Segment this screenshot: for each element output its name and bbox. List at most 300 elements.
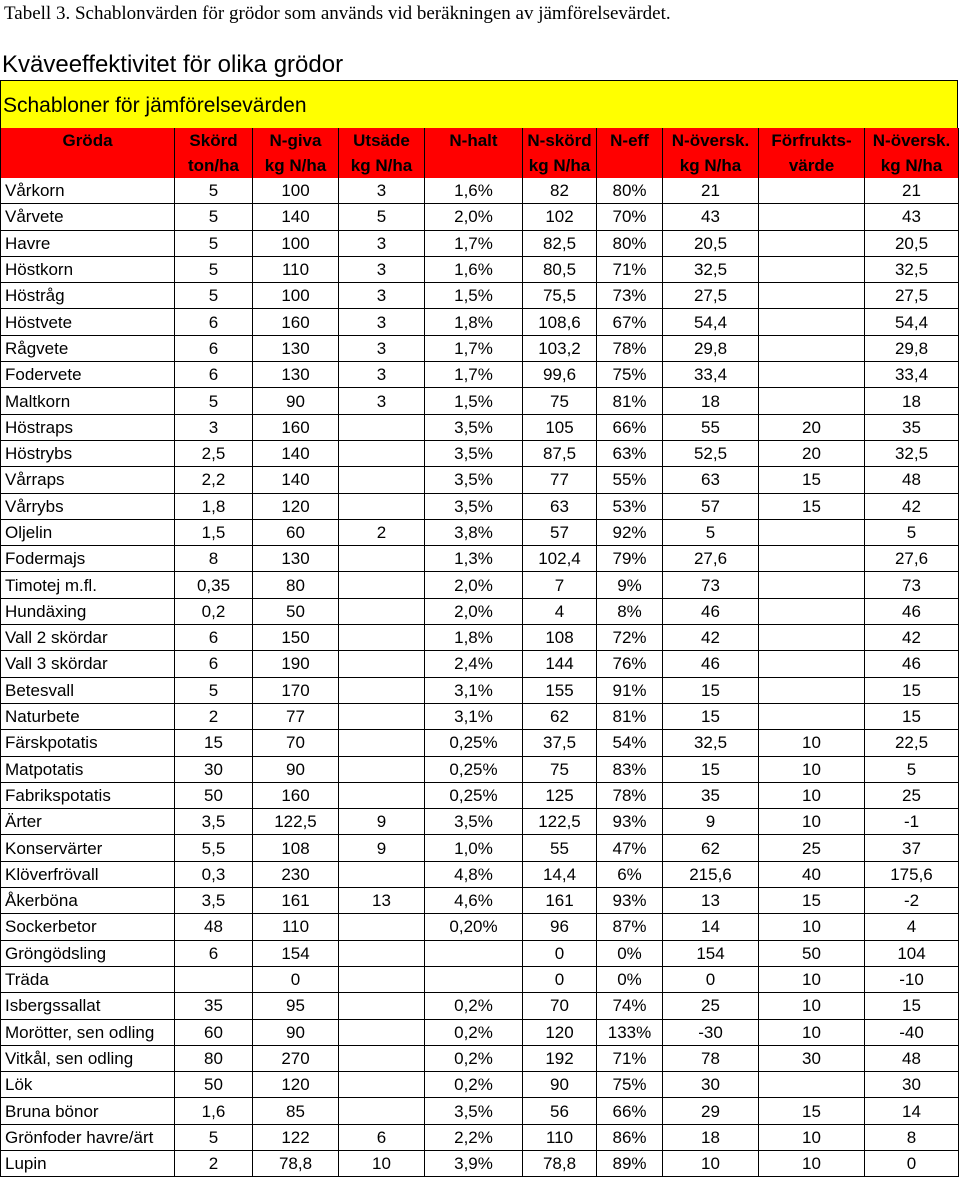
value-cell: 90 xyxy=(523,1072,597,1098)
table-row xyxy=(1,467,959,493)
value-cell: 75,5 xyxy=(523,283,597,309)
value-cell xyxy=(339,677,425,703)
value-cell: 0% xyxy=(597,966,663,992)
value-cell: 10 xyxy=(759,993,865,1019)
value-cell: 175,6 xyxy=(865,861,959,887)
value-cell: 4 xyxy=(523,598,597,624)
value-cell: 87,5 xyxy=(523,440,597,466)
value-cell: 1,3% xyxy=(425,546,523,572)
value-cell: 78% xyxy=(597,782,663,808)
value-cell: 77 xyxy=(253,703,339,729)
table-row xyxy=(1,230,959,256)
value-cell: 21 xyxy=(663,178,759,204)
value-cell: 54,4 xyxy=(663,309,759,335)
value-cell: 30 xyxy=(759,1045,865,1071)
table-row xyxy=(1,940,959,966)
value-cell: 0,20% xyxy=(425,914,523,940)
value-cell: 1,6 xyxy=(175,1098,253,1124)
value-cell: 15 xyxy=(865,677,959,703)
crop-name-cell: Isbergssallat xyxy=(1,993,175,1019)
value-cell: 122,5 xyxy=(253,809,339,835)
value-cell: 6 xyxy=(175,335,253,361)
header-unit-cell: kg N/ha xyxy=(523,153,597,178)
value-cell: 50 xyxy=(175,782,253,808)
table-row xyxy=(1,1150,959,1176)
value-cell: 0 xyxy=(523,966,597,992)
value-cell: 0,2% xyxy=(425,1045,523,1071)
value-cell: 3 xyxy=(339,362,425,388)
value-cell: 3,5% xyxy=(425,467,523,493)
page-title: Kväveeffektivitet för olika grödor xyxy=(2,51,344,78)
table-row xyxy=(1,493,959,519)
table-row xyxy=(1,572,959,598)
value-cell: 76% xyxy=(597,651,663,677)
value-cell: 3 xyxy=(339,230,425,256)
value-cell: 2,2% xyxy=(425,1124,523,1150)
value-cell: 102,4 xyxy=(523,546,597,572)
value-cell: 108 xyxy=(253,835,339,861)
subtitle-band xyxy=(0,80,958,128)
value-cell: 70% xyxy=(597,204,663,230)
table-row xyxy=(1,388,959,414)
value-cell: -10 xyxy=(865,966,959,992)
crop-name-cell: Maltkorn xyxy=(1,388,175,414)
value-cell: 10 xyxy=(759,914,865,940)
value-cell xyxy=(759,388,865,414)
value-cell: 5 xyxy=(175,1124,253,1150)
crop-name-cell: Hundäxing xyxy=(1,598,175,624)
crop-name-cell: Vitkål, sen odling xyxy=(1,1045,175,1071)
value-cell: 0 xyxy=(663,966,759,992)
value-cell: 6 xyxy=(175,940,253,966)
crop-name-cell: Ärter xyxy=(1,809,175,835)
value-cell: 3 xyxy=(339,178,425,204)
value-cell: 154 xyxy=(663,940,759,966)
header-unit-cell: kg N/ha xyxy=(253,153,339,178)
value-cell: 78,8 xyxy=(253,1150,339,1176)
value-cell: 3,5% xyxy=(425,809,523,835)
value-cell xyxy=(339,414,425,440)
value-cell: 1,8% xyxy=(425,309,523,335)
value-cell xyxy=(759,230,865,256)
sheet xyxy=(0,80,958,1177)
value-cell: 60 xyxy=(253,519,339,545)
value-cell: 2,0% xyxy=(425,598,523,624)
value-cell: 46 xyxy=(865,598,959,624)
crop-name-cell: Betesvall xyxy=(1,677,175,703)
value-cell: 100 xyxy=(253,178,339,204)
value-cell: 20 xyxy=(759,440,865,466)
value-cell: 5,5 xyxy=(175,835,253,861)
value-cell: 55 xyxy=(523,835,597,861)
value-cell: 21 xyxy=(865,178,959,204)
value-cell: 87% xyxy=(597,914,663,940)
value-cell: 73 xyxy=(663,572,759,598)
value-cell: 0,2% xyxy=(425,1019,523,1045)
table-row xyxy=(1,861,959,887)
value-cell: 103,2 xyxy=(523,335,597,361)
value-cell: 91% xyxy=(597,677,663,703)
value-cell: 120 xyxy=(523,1019,597,1045)
value-cell: -1 xyxy=(865,809,959,835)
value-cell: 5 xyxy=(175,388,253,414)
value-cell: 130 xyxy=(253,335,339,361)
value-cell: 73 xyxy=(865,572,959,598)
value-cell: 81% xyxy=(597,703,663,729)
value-cell xyxy=(339,861,425,887)
value-cell: 10 xyxy=(759,966,865,992)
value-cell: 52,5 xyxy=(663,440,759,466)
value-cell xyxy=(339,651,425,677)
value-cell: 46 xyxy=(663,598,759,624)
crop-name-cell: Naturbete xyxy=(1,703,175,729)
table-row xyxy=(1,283,959,309)
value-cell: 8 xyxy=(175,546,253,572)
table-row xyxy=(1,888,959,914)
header-unit-cell: kg N/ha xyxy=(663,153,759,178)
value-cell: 35 xyxy=(175,993,253,1019)
value-cell: 3,5 xyxy=(175,809,253,835)
header-cell: N-halt xyxy=(425,128,523,153)
value-cell: 62 xyxy=(523,703,597,729)
value-cell xyxy=(339,467,425,493)
value-cell: 15 xyxy=(759,493,865,519)
value-cell: 1,7% xyxy=(425,230,523,256)
crop-name-cell: Gröngödsling xyxy=(1,940,175,966)
crop-name-cell: Vall 2 skördar xyxy=(1,625,175,651)
header-unit-cell: ton/ha xyxy=(175,153,253,178)
value-cell: 161 xyxy=(523,888,597,914)
value-cell: 5 xyxy=(175,283,253,309)
crop-name-cell: Träda xyxy=(1,966,175,992)
value-cell: 79% xyxy=(597,546,663,572)
table-row xyxy=(1,1045,959,1071)
value-cell: 1,8% xyxy=(425,625,523,651)
value-cell: 35 xyxy=(865,414,959,440)
value-cell: 130 xyxy=(253,546,339,572)
value-cell: 67% xyxy=(597,309,663,335)
value-cell: 5 xyxy=(175,204,253,230)
value-cell: 78,8 xyxy=(523,1150,597,1176)
value-cell: 120 xyxy=(253,493,339,519)
table-row xyxy=(1,966,959,992)
value-cell: 80% xyxy=(597,230,663,256)
value-cell xyxy=(759,256,865,282)
value-cell: 100 xyxy=(253,230,339,256)
header-cell: Förfrukts- xyxy=(759,128,865,153)
value-cell: 14,4 xyxy=(523,861,597,887)
value-cell: 0 xyxy=(523,940,597,966)
value-cell: 85 xyxy=(253,1098,339,1124)
crop-name-cell: Fabrikspotatis xyxy=(1,782,175,808)
value-cell xyxy=(759,362,865,388)
value-cell: 27,5 xyxy=(663,283,759,309)
value-cell: 108 xyxy=(523,625,597,651)
value-cell: 75 xyxy=(523,756,597,782)
value-cell: 7 xyxy=(523,572,597,598)
table-caption: Tabell 3. Schablonvärden för grödor som används vid beräkningen av jämförelsevärdet. xyxy=(4,3,671,24)
value-cell: 3 xyxy=(339,388,425,414)
table-row xyxy=(1,782,959,808)
value-cell: 10 xyxy=(339,1150,425,1176)
value-cell: 14 xyxy=(865,1098,959,1124)
value-cell: 144 xyxy=(523,651,597,677)
value-cell: 57 xyxy=(523,519,597,545)
value-cell: 18 xyxy=(663,388,759,414)
value-cell xyxy=(759,546,865,572)
value-cell: 9 xyxy=(339,835,425,861)
header-unit-cell xyxy=(425,153,523,178)
value-cell: 42 xyxy=(865,493,959,519)
value-cell: 0,25% xyxy=(425,730,523,756)
table-row xyxy=(1,809,959,835)
value-cell: 32,5 xyxy=(865,440,959,466)
crop-name-cell: Färskpotatis xyxy=(1,730,175,756)
value-cell xyxy=(759,283,865,309)
value-cell: 89% xyxy=(597,1150,663,1176)
subtitle: Schabloner för jämförelsevärden xyxy=(3,94,307,117)
value-cell xyxy=(339,703,425,729)
value-cell xyxy=(339,914,425,940)
value-cell: 100 xyxy=(253,283,339,309)
value-cell: 3 xyxy=(339,256,425,282)
value-cell: 1,8 xyxy=(175,493,253,519)
value-cell: 102 xyxy=(523,204,597,230)
data-table xyxy=(0,128,959,1177)
value-cell xyxy=(425,966,523,992)
value-cell: 230 xyxy=(253,861,339,887)
value-cell: 42 xyxy=(663,625,759,651)
value-cell: 1,0% xyxy=(425,835,523,861)
crop-name-cell: Vårraps xyxy=(1,467,175,493)
crop-name-cell: Åkerböna xyxy=(1,888,175,914)
value-cell xyxy=(339,1098,425,1124)
value-cell: 15 xyxy=(175,730,253,756)
value-cell: 0,35 xyxy=(175,572,253,598)
value-cell: 55% xyxy=(597,467,663,493)
crop-name-cell: Vall 3 skördar xyxy=(1,651,175,677)
value-cell: 3 xyxy=(339,335,425,361)
value-cell xyxy=(759,572,865,598)
value-cell: 160 xyxy=(253,414,339,440)
value-cell: 15 xyxy=(865,703,959,729)
value-cell xyxy=(339,993,425,1019)
value-cell: 2 xyxy=(339,519,425,545)
header-unit-cell: kg N/ha xyxy=(865,153,959,178)
value-cell: 80,5 xyxy=(523,256,597,282)
header-unit-cell xyxy=(1,153,175,178)
value-cell xyxy=(339,730,425,756)
value-cell: 80 xyxy=(253,572,339,598)
value-cell: 5 xyxy=(175,256,253,282)
value-cell: 29,8 xyxy=(865,335,959,361)
crop-name-cell: Höstraps xyxy=(1,414,175,440)
value-cell: 140 xyxy=(253,440,339,466)
value-cell: 8% xyxy=(597,598,663,624)
value-cell: 63 xyxy=(523,493,597,519)
table-row xyxy=(1,677,959,703)
value-cell: 43 xyxy=(865,204,959,230)
value-cell: 15 xyxy=(663,756,759,782)
table-body xyxy=(1,178,959,1177)
value-cell: -30 xyxy=(663,1019,759,1045)
header-cell: Skörd xyxy=(175,128,253,153)
value-cell xyxy=(339,1045,425,1071)
value-cell: 27,6 xyxy=(865,546,959,572)
value-cell: 104 xyxy=(865,940,959,966)
value-cell: 160 xyxy=(253,309,339,335)
value-cell: 10 xyxy=(759,1150,865,1176)
value-cell: 35 xyxy=(663,782,759,808)
value-cell: 82,5 xyxy=(523,230,597,256)
value-cell: 0 xyxy=(253,966,339,992)
value-cell: 20 xyxy=(759,414,865,440)
header-unit-cell: kg N/ha xyxy=(339,153,425,178)
value-cell: 190 xyxy=(253,651,339,677)
value-cell: 4,8% xyxy=(425,861,523,887)
value-cell: 60 xyxy=(175,1019,253,1045)
value-cell xyxy=(339,546,425,572)
value-cell: 93% xyxy=(597,809,663,835)
value-cell: 105 xyxy=(523,414,597,440)
value-cell: 42 xyxy=(865,625,959,651)
value-cell: 9 xyxy=(339,809,425,835)
value-cell xyxy=(759,677,865,703)
value-cell: 50 xyxy=(759,940,865,966)
value-cell xyxy=(759,651,865,677)
value-cell: 133% xyxy=(597,1019,663,1045)
value-cell: 120 xyxy=(253,1072,339,1098)
value-cell: 130 xyxy=(253,362,339,388)
crop-name-cell: Vårvete xyxy=(1,204,175,230)
value-cell: 15 xyxy=(663,677,759,703)
value-cell: 161 xyxy=(253,888,339,914)
value-cell: 90 xyxy=(253,1019,339,1045)
value-cell xyxy=(759,598,865,624)
value-cell: 3,5% xyxy=(425,440,523,466)
value-cell: 6 xyxy=(175,625,253,651)
value-cell: 6% xyxy=(597,861,663,887)
value-cell: 1,5% xyxy=(425,388,523,414)
value-cell: 154 xyxy=(253,940,339,966)
value-cell: 122,5 xyxy=(523,809,597,835)
value-cell: 2,2 xyxy=(175,467,253,493)
header-cell: N-giva xyxy=(253,128,339,153)
value-cell: 78% xyxy=(597,335,663,361)
value-cell: 110 xyxy=(253,914,339,940)
value-cell: 0,25% xyxy=(425,756,523,782)
value-cell: 43 xyxy=(663,204,759,230)
value-cell: 25 xyxy=(663,993,759,1019)
value-cell: 71% xyxy=(597,256,663,282)
value-cell: 30 xyxy=(663,1072,759,1098)
value-cell xyxy=(759,178,865,204)
value-cell: 13 xyxy=(663,888,759,914)
value-cell: 3,1% xyxy=(425,703,523,729)
value-cell: 86% xyxy=(597,1124,663,1150)
table-row xyxy=(1,1019,959,1045)
table-row xyxy=(1,256,959,282)
value-cell: 90 xyxy=(253,756,339,782)
value-cell xyxy=(759,204,865,230)
value-cell: 0,2% xyxy=(425,1072,523,1098)
value-cell: 40 xyxy=(759,861,865,887)
value-cell: 93% xyxy=(597,888,663,914)
crop-name-cell: Matpotatis xyxy=(1,756,175,782)
value-cell: 27,6 xyxy=(663,546,759,572)
value-cell: 37 xyxy=(865,835,959,861)
value-cell xyxy=(759,309,865,335)
value-cell: 13 xyxy=(339,888,425,914)
value-cell: 5 xyxy=(339,204,425,230)
value-cell: 66% xyxy=(597,1098,663,1124)
table-row xyxy=(1,756,959,782)
value-cell: 10 xyxy=(759,756,865,782)
table-row xyxy=(1,1124,959,1150)
value-cell: 192 xyxy=(523,1045,597,1071)
value-cell: 92% xyxy=(597,519,663,545)
value-cell: 29 xyxy=(663,1098,759,1124)
header-cell: Gröda xyxy=(1,128,175,153)
header-cell: N-översk. xyxy=(865,128,959,153)
value-cell: 2,5 xyxy=(175,440,253,466)
value-cell: 75 xyxy=(523,388,597,414)
value-cell: 15 xyxy=(759,888,865,914)
crop-name-cell: Timotej m.fl. xyxy=(1,572,175,598)
table-row xyxy=(1,835,959,861)
value-cell: 99,6 xyxy=(523,362,597,388)
value-cell: 10 xyxy=(759,782,865,808)
value-cell: 3 xyxy=(339,309,425,335)
value-cell xyxy=(339,440,425,466)
value-cell: 1,5% xyxy=(425,283,523,309)
value-cell: 73% xyxy=(597,283,663,309)
value-cell: 6 xyxy=(175,309,253,335)
crop-name-cell: Höstråg xyxy=(1,283,175,309)
value-cell xyxy=(339,598,425,624)
value-cell: 62 xyxy=(663,835,759,861)
value-cell: 32,5 xyxy=(865,256,959,282)
value-cell: 33,4 xyxy=(663,362,759,388)
value-cell: 57 xyxy=(663,493,759,519)
value-cell: 5 xyxy=(663,519,759,545)
value-cell: 33,4 xyxy=(865,362,959,388)
value-cell: 72% xyxy=(597,625,663,651)
value-cell: 75% xyxy=(597,362,663,388)
value-cell: 155 xyxy=(523,677,597,703)
crop-name-cell: Klöverfrövall xyxy=(1,861,175,887)
crop-name-cell: Lök xyxy=(1,1072,175,1098)
value-cell: 95 xyxy=(253,993,339,1019)
value-cell: 90 xyxy=(253,388,339,414)
value-cell: 47% xyxy=(597,835,663,861)
crop-name-cell: Vårkorn xyxy=(1,178,175,204)
crop-name-cell: Fodervete xyxy=(1,362,175,388)
table-row xyxy=(1,440,959,466)
value-cell: 48 xyxy=(865,467,959,493)
value-cell: 10 xyxy=(663,1150,759,1176)
value-cell: 3,5% xyxy=(425,493,523,519)
crop-name-cell: Bruna bönor xyxy=(1,1098,175,1124)
value-cell: 48 xyxy=(175,914,253,940)
value-cell: 3,8% xyxy=(425,519,523,545)
value-cell: 6 xyxy=(339,1124,425,1150)
value-cell: 3,5% xyxy=(425,1098,523,1124)
value-cell: 48 xyxy=(865,1045,959,1071)
value-cell: 5 xyxy=(175,677,253,703)
value-cell: 4 xyxy=(865,914,959,940)
value-cell: 63 xyxy=(663,467,759,493)
